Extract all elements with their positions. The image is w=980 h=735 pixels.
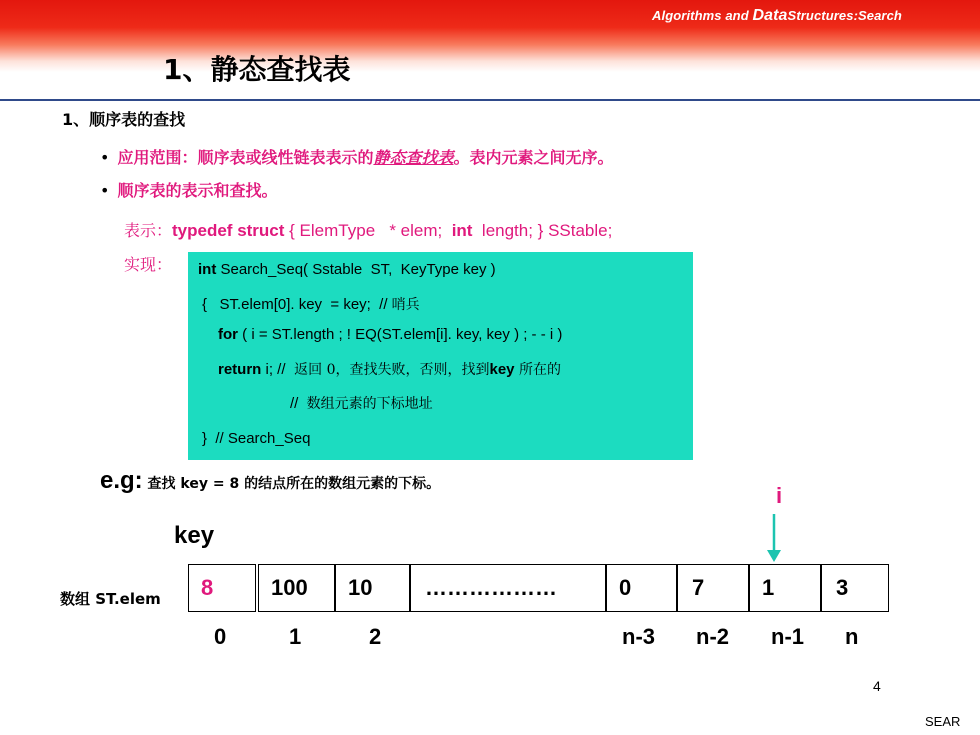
code-line-4-comment-tail: 所在的 — [514, 362, 561, 378]
index-label-0: 0 — [214, 624, 227, 649]
representation-line — [124, 218, 612, 241]
code-line-5-comment: 数组元素的下标地址 — [306, 396, 433, 412]
code-line-1-text: Search_Seq( Sstable ST, KeyType key ) — [216, 261, 496, 278]
array-cell-n: 3 — [821, 564, 889, 612]
bullet-scope-emphasis: 静态查找表 — [373, 148, 454, 167]
kw-for: for — [218, 326, 238, 343]
array-label: 数组 ST.elem — [60, 590, 161, 608]
down-arrow-icon — [763, 514, 785, 564]
kw-typedef: typedef struct — [172, 221, 285, 240]
code-line-4-key: key — [489, 361, 515, 378]
code-line-6 — [202, 430, 310, 447]
array-cell-0: 8 — [188, 564, 256, 612]
kw-return: return — [218, 361, 262, 378]
rep-struct-tail: length; } SStable; — [472, 221, 613, 240]
code-line-2 — [202, 294, 420, 314]
bullet-representation — [100, 178, 277, 201]
bullet-dot-icon: • — [100, 181, 110, 200]
code-line-5 — [290, 393, 433, 413]
title-divider — [0, 99, 980, 101]
example-text: 查找 key = 8 的结点所在的数组元素的下标。 — [142, 476, 441, 492]
example-label: e.g: — [100, 467, 143, 494]
index-label-2: 2 — [369, 624, 382, 649]
rep-struct-body: { ElemType * elem; — [284, 221, 452, 240]
code-line-3-text: ( i = ST.length ; ! EQ(ST.elem[i]. key, key ) ; - - i ) — [238, 326, 563, 343]
section-heading: 1、顺序表的查找 — [62, 110, 186, 129]
code-line-4 — [218, 359, 561, 379]
footer-tag: SEAR — [925, 714, 961, 729]
bullet-scope-tail: 。表内元素之间无序。 — [453, 148, 614, 167]
code-block — [188, 252, 693, 460]
course-prefix: Algorithms and — [652, 8, 753, 23]
representation-label: 表示： — [124, 221, 173, 240]
bullet-representation-text: 顺序表的表示和查找。 — [117, 181, 278, 200]
code-line-2-text: { ST.elem[0]. key = key; // — [202, 296, 392, 313]
code-line-3 — [218, 326, 562, 343]
array-cell-n-2: 7 — [677, 564, 749, 612]
bullet-dot-icon: • — [100, 148, 110, 167]
bullet-scope-text: 应用范围：顺序表或线性链表表示的 — [117, 148, 374, 167]
index-label-1: 1 — [289, 624, 302, 649]
code-line-4-comment: 返回 0，查找失败，否则，找到 — [289, 362, 490, 378]
array-cell-n-1: 1 — [749, 564, 821, 612]
course-suffix: Structures:Search — [787, 8, 902, 23]
example-line — [100, 467, 440, 495]
code-line-4-text: i; // — [261, 361, 290, 378]
course-header — [652, 7, 902, 25]
key-label: key — [174, 522, 215, 549]
index-label-n-1: n-1 — [771, 624, 804, 649]
array-cell-2: 10 — [335, 564, 410, 612]
bullet-scope — [100, 145, 613, 168]
index-label-n: n — [845, 624, 859, 649]
index-label-n-2: n-2 — [696, 624, 729, 649]
slide-title: 1、静态查找表 — [163, 53, 351, 86]
code-line-5-slash: // — [290, 395, 307, 412]
code-line-2-comment: 哨兵 — [391, 297, 420, 313]
page-number: 4 — [873, 678, 881, 694]
array-cell-1: 100 — [258, 564, 335, 612]
code-line-6-text: } // Search_Seq — [202, 430, 311, 447]
kw-int: int — [451, 221, 473, 240]
index-label-n-3: n-3 — [622, 624, 655, 649]
kw-int: int — [198, 261, 217, 278]
code-line-1 — [198, 261, 496, 278]
array-cell-n-3: 0 — [606, 564, 677, 612]
implementation-label: 实现： — [124, 255, 173, 274]
index-pointer-label: i — [776, 483, 783, 508]
course-emph: Data — [752, 7, 788, 24]
array-cell-ellipsis: ……………… — [410, 564, 606, 612]
